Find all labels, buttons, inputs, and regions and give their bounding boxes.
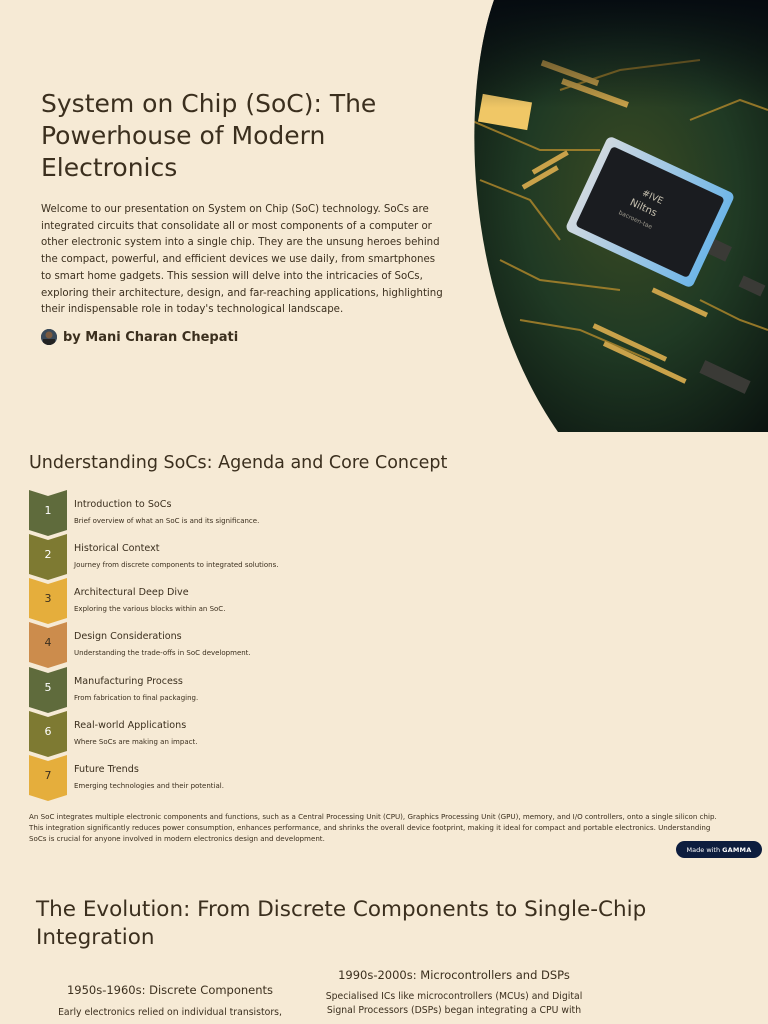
agenda-item — [29, 622, 729, 666]
agenda-item-title: Manufacturing Process — [74, 676, 183, 687]
avatar — [41, 329, 57, 345]
agenda-item-title: Future Trends — [74, 764, 139, 775]
era-text-mcu-dsp: Specialised ICs like microcontrollers (MCUs) and Digital Signal Processors (DSPs) began integrating a CPU with — [325, 991, 583, 1016]
agenda-number: 1 — [44, 504, 52, 517]
agenda-item-desc: Journey from discrete components to integrated solutions. — [74, 561, 279, 569]
agenda-item-title: Real-world Applications — [74, 720, 187, 731]
agenda-number: 4 — [44, 636, 52, 649]
core-concept-paragraph: An SoC integrates multiple electronic components and functions, such as a Central Processing Unit (CPU), Graphics Processing Unit (GPU), memory, and I/O controllers, onto a single silicon chip. This integration significantly reduces power consumption, enhances performance, and shrinks the overall device footprint, making it ideal for compact and portable electronics. Understanding SoCs is crucial for anyone involved in modern electronics design and development. — [29, 812, 717, 844]
agenda-item — [29, 755, 729, 799]
chevron-badge — [29, 755, 67, 801]
gamma-logo: GAMMA — [722, 845, 752, 854]
author-name: by Mani Charan Chepati — [63, 329, 239, 345]
page-title: System on Chip (SoC): The Powerhouse of Modern Electronics — [41, 89, 377, 182]
agenda-number: 6 — [44, 725, 52, 738]
chevron-badge — [29, 667, 67, 713]
agenda-item-desc: Where SoCs are making an impact. — [74, 738, 198, 746]
era-text-discrete: Early electronics relied on individual transistors, — [58, 1007, 282, 1018]
agenda-item-desc: Emerging technologies and their potential. — [74, 782, 224, 790]
evolution-title: The Evolution: From Discrete Components to Single-Chip Integration — [36, 897, 647, 950]
agenda-item-desc: Exploring the various blocks within an SoC. — [74, 605, 226, 613]
author-byline — [41, 329, 238, 345]
chevron-badge — [29, 490, 67, 536]
agenda-number: 7 — [44, 769, 52, 782]
agenda-item-title: Design Considerations — [74, 631, 182, 642]
agenda-item — [29, 578, 729, 622]
era-heading-mcu-dsp: 1990s-2000s: Microcontrollers and DSPs — [338, 968, 570, 982]
chevron-badge — [29, 711, 67, 757]
era-heading-discrete: 1950s-1960s: Discrete Components — [66, 983, 274, 997]
agenda-item-title: Architectural Deep Dive — [74, 587, 189, 598]
agenda-item-title: Historical Context — [74, 543, 160, 554]
agenda-item-desc: From fabrication to final packaging. — [74, 694, 199, 702]
agenda-item — [29, 711, 729, 755]
badge-prefix: Made with — [686, 845, 721, 854]
chevron-badge — [29, 534, 67, 580]
agenda-item-desc: Brief overview of what an SoC is and its significance. — [74, 517, 260, 525]
chevron-badge — [29, 622, 67, 668]
agenda-item — [29, 667, 729, 711]
agenda-item-desc: Understanding the trade-offs in SoC development. — [74, 649, 251, 657]
agenda-item — [29, 534, 729, 578]
agenda-item — [29, 490, 729, 534]
made-with-gamma-badge[interactable] — [676, 841, 762, 858]
intro-paragraph: Welcome to our presentation on System on Chip (SoC) technology. SoCs are integrated circuits that consolidate all or most components of a computer or other electronic system into a single chip. They are the unsung heroes behind the compact, powerful, and efficient devices we use daily, from smartphones to smart home gadgets. This session will delve into the intricacies of SoCs, exploring their architecture, design, and far-reaching applications, highlighting their indispensable role in today's technological landscape. — [41, 204, 443, 316]
chevron-badge — [29, 578, 67, 624]
agenda-item-title: Introduction to SoCs — [74, 499, 172, 510]
agenda-title: Understanding SoCs: Agenda and Core Concept — [29, 453, 448, 473]
agenda-number: 5 — [44, 681, 52, 694]
agenda-number: 2 — [44, 548, 52, 561]
agenda-number: 3 — [44, 592, 52, 605]
